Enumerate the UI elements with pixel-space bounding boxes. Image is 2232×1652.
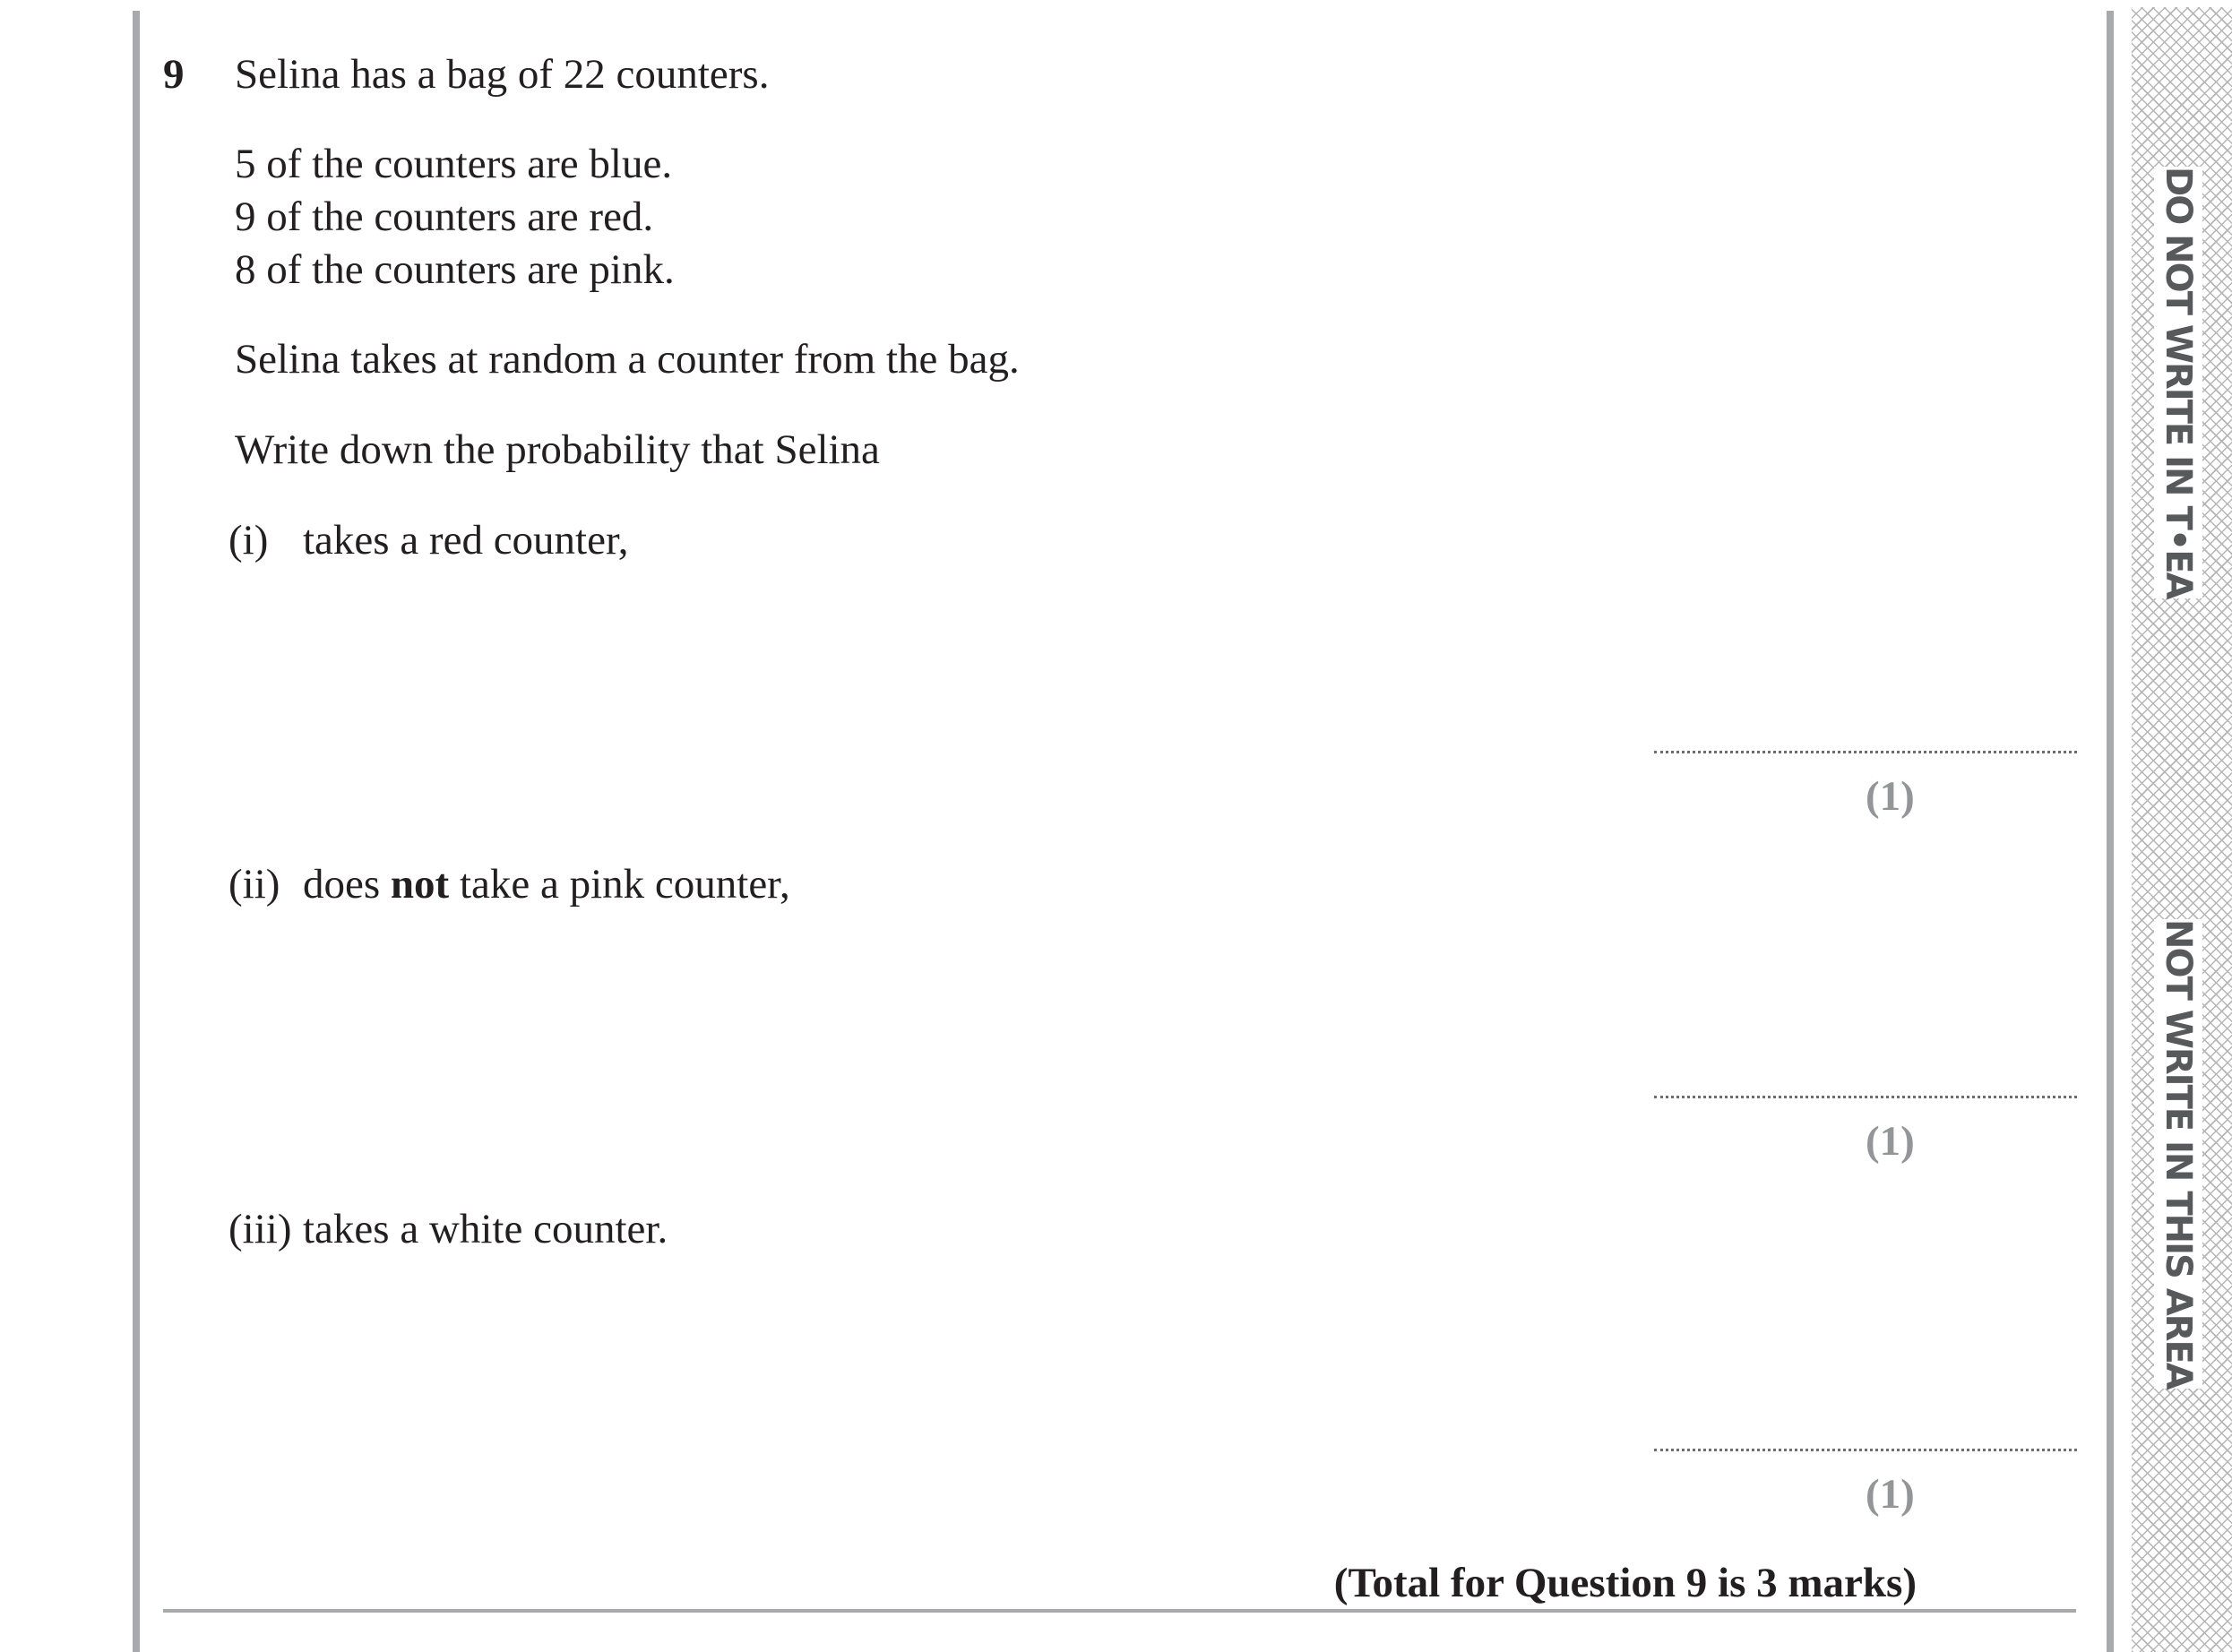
- answer-line-part-iii[interactable]: [1654, 1449, 2077, 1451]
- part-text-segment: does: [303, 861, 391, 908]
- part-label: (ii): [228, 861, 280, 908]
- fact-blue: 5 of the counters are blue.: [235, 141, 673, 187]
- mark-allocation: (1): [1866, 1471, 1915, 1518]
- right-margin-rule: [2107, 11, 2114, 1652]
- answer-line-part-i[interactable]: [1654, 751, 2077, 753]
- question-end-rule: [163, 1609, 2076, 1613]
- question-instruction: Write down the probability that Selina: [235, 426, 880, 473]
- emphasis-not: not: [390, 861, 450, 908]
- part-text: [303, 861, 790, 908]
- do-not-write-label: NOT WRITE IN THIS AREA: [2154, 919, 2202, 1389]
- question-intro: Selina has a bag of 22 counters.: [235, 51, 770, 98]
- part-text: takes a white counter.: [303, 1206, 668, 1252]
- mark-allocation: (1): [1866, 773, 1915, 820]
- question-action: Selina takes at random a counter from the bag.: [235, 336, 1020, 383]
- do-not-write-label: DO NOT WRITE IN T•EA: [2154, 167, 2202, 598]
- question-number: 9: [163, 51, 185, 98]
- part-label: (i): [228, 517, 269, 564]
- fact-red: 9 of the counters are red.: [235, 194, 654, 240]
- answer-line-part-ii[interactable]: [1654, 1096, 2077, 1098]
- left-margin-rule: [133, 11, 140, 1652]
- question-total: (Total for Question 9 is 3 marks): [1333, 1560, 1917, 1606]
- part-label: (iii): [228, 1206, 292, 1252]
- part-text: takes a red counter,: [303, 517, 629, 564]
- fact-pink: 8 of the counters are pink.: [235, 246, 675, 293]
- mark-allocation: (1): [1866, 1118, 1915, 1165]
- part-text-segment: take a pink counter,: [449, 861, 790, 908]
